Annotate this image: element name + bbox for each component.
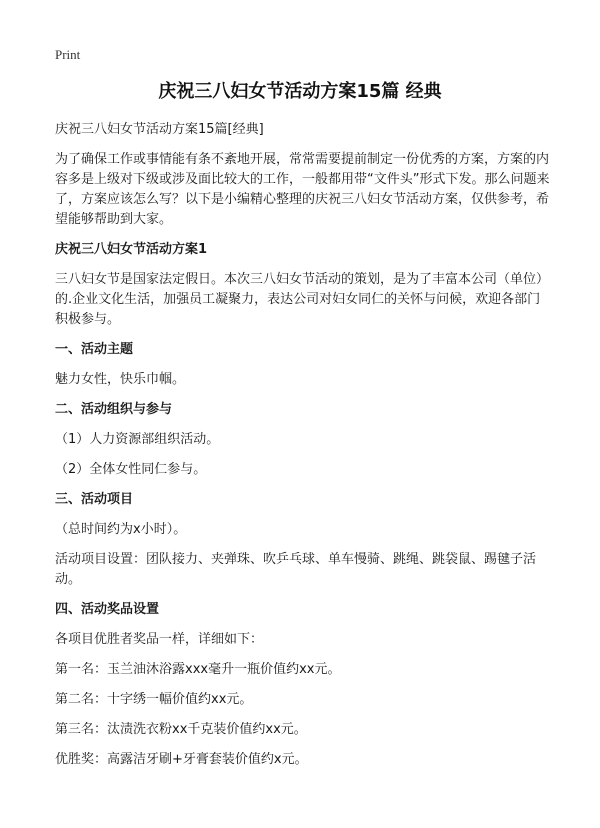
prize-excellence: 优胜奖：高露洁牙刷+牙膏套装价值约x元。 xyxy=(55,752,308,767)
prize-third: 第三名：汰渍洗衣粉xx千克装价值约xx元。 xyxy=(55,722,307,737)
organization-item-1: （1）人力资源部组织活动。 xyxy=(55,432,220,447)
document-body xyxy=(55,120,550,780)
duration-text: （总时间约为x小时）。 xyxy=(55,522,187,537)
organization-item-2: （2）全体女性同仁参与。 xyxy=(55,462,207,477)
heading-theme: 一、活动主题 xyxy=(55,342,134,357)
section-intro-paragraph: 三八妇女节是国家法定假日。本次三八妇女节活动的策划，是为了丰富本公司（单位）的.企业文化生活，加强员工凝聚力，表达公司对妇女同仁的关怀与问候，欢迎各部门积极参与。 xyxy=(55,272,550,327)
intro-paragraph: 为了确保工作或事情能有条不紊地开展，常常需要提前制定一份优秀的方案，方案的内容多是上级对下级或涉及面比较大的工作，一般都用带“文件头”形式下发。那么问题来了，方案应该怎么写？以下是小编精心整理的庆祝三八妇女节活动方案，仅供参考，希望能够帮助到大家。 xyxy=(55,152,550,227)
print-label[interactable]: Print xyxy=(55,47,81,62)
prize-intro: 各项目优胜者奖品一样，详细如下： xyxy=(55,632,264,647)
page-title: 庆祝三八妇女节活动方案15篇 经典 xyxy=(158,81,442,102)
section-heading: 庆祝三八妇女节活动方案1 xyxy=(55,242,208,257)
theme-text: 魅力女性，快乐巾帼。 xyxy=(55,372,186,387)
heading-activities: 三、活动项目 xyxy=(55,492,134,507)
activity-items: 活动项目设置：团队接力、夹弹珠、吹乒乓球、单车慢骑、跳绳、跳袋鼠、踢毽子活动。 xyxy=(55,552,537,587)
heading-organization: 二、活动组织与参与 xyxy=(55,402,173,417)
prize-second: 第二名：十字绣一幅价值约xx元。 xyxy=(55,692,253,707)
heading-prizes: 四、活动奖品设置 xyxy=(55,602,160,617)
subtitle: 庆祝三八妇女节活动方案15篇[经典] xyxy=(55,122,264,137)
prize-first: 第一名：玉兰油沐浴露xxx毫升一瓶价值约xx元。 xyxy=(55,662,341,677)
